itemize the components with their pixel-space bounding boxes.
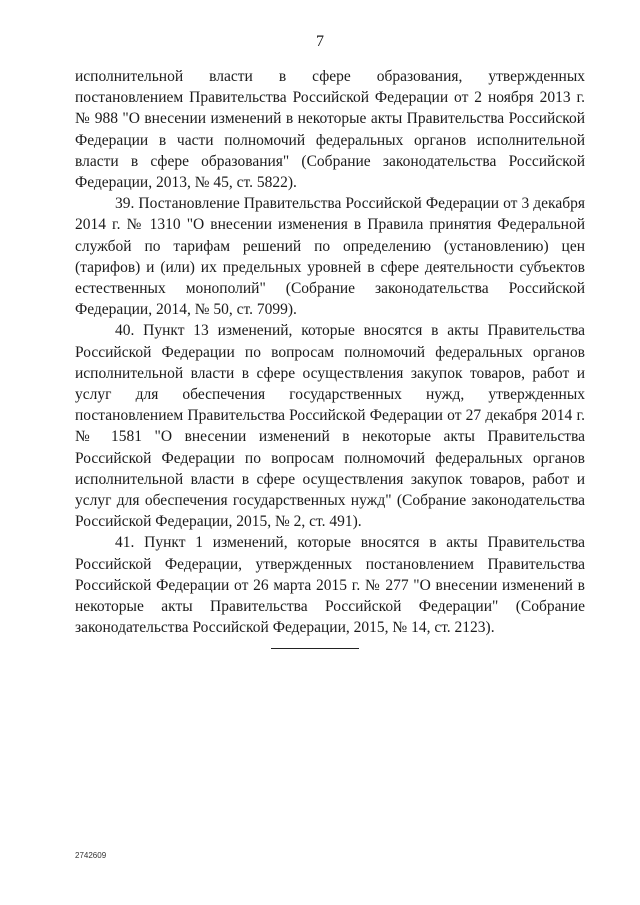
paragraph-item-41: 41. Пункт 1 изменений, которые вносятся в акты Правительства Российской Федерации, утвержденных постановлением Правительства Российской Федерации от 26 марта 2015 г. № 277 "О внесении изменений в некоторые акты Правительства Российской Федерации" (Собрание законодательства Российской Федерации, 2015, № 14, ст. 2123). bbox=[75, 534, 585, 637]
document-code: 2742609 bbox=[75, 851, 107, 860]
end-separator-line bbox=[271, 648, 359, 649]
paragraph-item-39: 39. Постановление Правительства Российской Федерации от 3 декабря 2014 г. № 1310 "О внесении изменения в Правила принятия Федеральной службой по тарифам решений по определению (установлению) цен (тарифов) и (или) их предельных уровней в сфере деятельности субъектов естественных монополий" (Собрание законодательства Российской Федерации, 2014, № 50, ст. 7099). bbox=[75, 195, 585, 319]
page-number: 7 bbox=[316, 33, 324, 50]
paragraph-item-40: 40. Пункт 13 изменений, которые вносятся в акты Правительства Российской Федерации по вопросам полномочий федеральных органов исполнительной власти в сфере осуществления закупок товаров, работ и услуг для обеспечения государственных нужд, утвержденных постановлением Правительства Российской Федерации от 27 декабря 2014 г. № 1581 "О внесении изменений в некоторые акты Правительства Российской Федерации по вопросам полномочий федеральных органов исполнительной власти в сфере осуществления закупок товаров, работ и услуг для обеспечения государственных нужд" (Собрание законодательства Российской Федерации, 2015, № 2, ст. 491). bbox=[75, 322, 585, 531]
paragraph-continuation: исполнительной власти в сфере образования, утвержденных постановлением Правительства Российской Федерации от 2 ноября 2013 г. № 988 "О внесении изменений в некоторые акты Правительства Российской Федерации в части полномочий федеральных органов исполнительной власти в сфере образования" (Собрание законодательства Российской Федерации, 2013, № 45, ст. 5822). bbox=[75, 68, 585, 192]
document-body bbox=[75, 66, 585, 638]
